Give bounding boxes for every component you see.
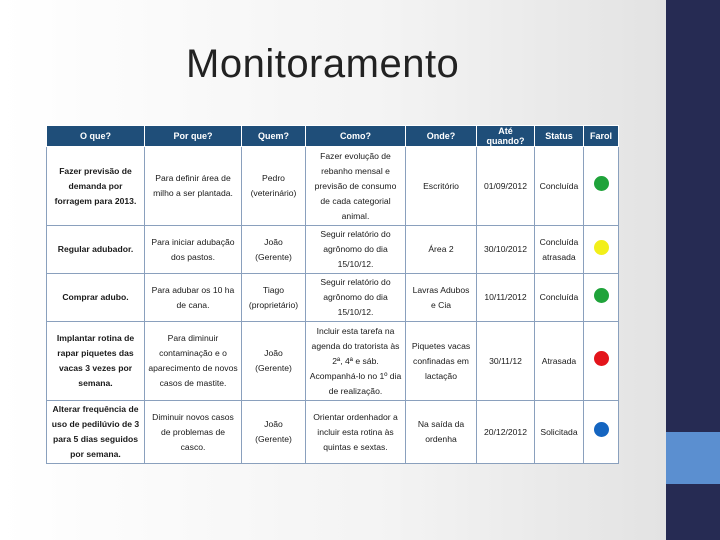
slide-title: Monitoramento — [186, 42, 460, 86]
header-why: Por que? — [145, 126, 242, 147]
cell-status: Solicitada — [535, 401, 584, 464]
cell-light — [584, 401, 619, 464]
cell-what: Implantar rotina de rapar piquetes das vacas 3 vezes por semana. — [47, 322, 145, 401]
cell-where: Na saída da ordenha — [406, 401, 477, 464]
cell-status: Concluída atrasada — [535, 226, 584, 274]
header-how: Como? — [306, 126, 406, 147]
cell-where: Escritório — [406, 147, 477, 226]
cell-light — [584, 147, 619, 226]
table-row — [47, 147, 619, 226]
cell-who: João (Gerente) — [242, 401, 306, 464]
cell-light — [584, 226, 619, 274]
cell-until: 01/09/2012 — [477, 147, 535, 226]
cell-how: Orientar ordenhador a incluir esta rotina às quintas e sextas. — [306, 401, 406, 464]
cell-until: 30/10/2012 — [477, 226, 535, 274]
cell-where: Piquetes vacas confinadas em lactação — [406, 322, 477, 401]
status-light-yellow-icon — [594, 240, 609, 255]
cell-why: Diminuir novos casos de problemas de casco. — [145, 401, 242, 464]
cell-status: Concluída — [535, 274, 584, 322]
status-light-green-icon — [594, 176, 609, 191]
cell-where: Lavras Adubos e Cia — [406, 274, 477, 322]
table-row — [47, 401, 619, 464]
cell-what: Comprar adubo. — [47, 274, 145, 322]
cell-until: 20/12/2012 — [477, 401, 535, 464]
header-who: Quem? — [242, 126, 306, 147]
cell-how: Fazer evolução de rebanho mensal e previsão de consumo de cada categorial animal. — [306, 147, 406, 226]
table-header-row — [47, 126, 619, 147]
table-row — [47, 322, 619, 401]
cell-how: Incluir esta tarefa na agenda do tratorista às 2ª, 4ª e sáb. Acompanhá-lo no 1º dia de realização. — [306, 322, 406, 401]
cell-light — [584, 274, 619, 322]
cell-who: João (Gerente) — [242, 322, 306, 401]
cell-until: 10/11/2012 — [477, 274, 535, 322]
cell-who: João (Gerente) — [242, 226, 306, 274]
header-until: Até quando? — [477, 126, 535, 147]
cell-what: Fazer previsão de demanda por forragem para 2013. — [47, 147, 145, 226]
cell-how: Seguir relatório do agrônomo do dia 15/10/12. — [306, 274, 406, 322]
status-light-green-icon — [594, 288, 609, 303]
cell-why: Para adubar os 10 ha de cana. — [145, 274, 242, 322]
cell-where: Área 2 — [406, 226, 477, 274]
table-row — [47, 274, 619, 322]
cell-who: Tiago (proprietário) — [242, 274, 306, 322]
header-status: Status — [535, 126, 584, 147]
cell-why: Para iniciar adubação dos pastos. — [145, 226, 242, 274]
cell-until: 30/11/12 — [477, 322, 535, 401]
status-light-red-icon — [594, 351, 609, 366]
header-what: O que? — [47, 126, 145, 147]
header-where: Onde? — [406, 126, 477, 147]
cell-how: Seguir relatório do agrônomo do dia 15/10/12. — [306, 226, 406, 274]
cell-who: Pedro (veterinário) — [242, 147, 306, 226]
action-plan-table — [46, 125, 619, 464]
cell-light — [584, 322, 619, 401]
cell-what: Regular adubador. — [47, 226, 145, 274]
right-accent-block — [666, 432, 720, 484]
table-row — [47, 226, 619, 274]
status-light-blue-icon — [594, 422, 609, 437]
header-light: Farol — [584, 126, 619, 147]
cell-what: Alterar frequência de uso de pedilúvio de 3 para 5 dias seguidos por semana. — [47, 401, 145, 464]
cell-status: Concluída — [535, 147, 584, 226]
cell-status: Atrasada — [535, 322, 584, 401]
cell-why: Para definir área de milho a ser plantada. — [145, 147, 242, 226]
cell-why: Para diminuir contaminação e o aparecimento de novos casos de mastite. — [145, 322, 242, 401]
